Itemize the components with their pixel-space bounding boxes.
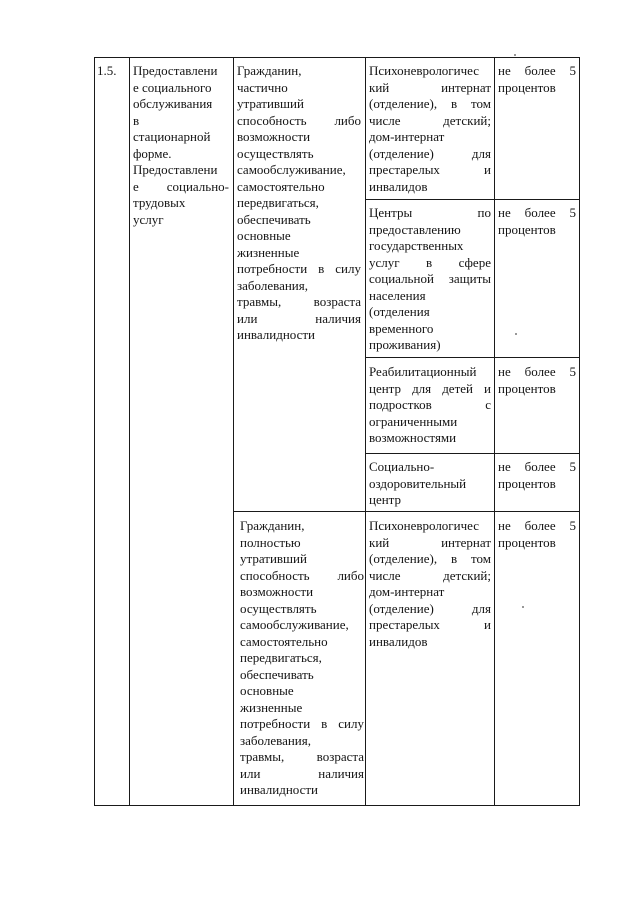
row-divider [365,453,580,454]
recipient-line: возможности [240,584,314,599]
limit-cell [498,364,576,397]
recipient-line: потребности в силу [240,716,364,731]
table-bottom-border [94,805,580,806]
table-left-border [94,57,95,806]
recipient-line: передвигаться, [237,195,319,210]
recipient-line: основные [240,683,294,698]
scan-speck [515,333,517,335]
limit-line: не более 5 [498,63,576,78]
institution-line: услуг в сфере [369,254,491,270]
institution-line: Психоневрологичес [369,63,479,78]
recipient-line: осуществлять [237,145,314,161]
institution-line: (отделение), в том [369,551,491,566]
institution-line: престарелых и [369,162,491,177]
recipient-line: обеспечивать [240,666,314,682]
service-line: стационарной [133,129,211,144]
service-line: Предоставлени [133,63,218,78]
column-divider [129,57,130,806]
institution-line: социальной защиты [369,271,491,286]
recipient-line: осуществлять [240,600,317,616]
recipient-cell-partial [237,63,361,344]
recipient-line: самообслуживание, [237,162,346,177]
recipient-line: или наличия [240,765,364,781]
row-divider [365,357,580,358]
limit-line: процентов [498,534,556,550]
institution-line: престарелых и [369,617,491,632]
limit-cell [498,459,576,492]
service-line: форме. [133,145,172,161]
limit-cell [498,518,576,551]
service-line: е социального [133,79,212,95]
recipient-cell-full [240,518,364,799]
recipient-line: заболевания, [240,732,311,748]
service-line: обслуживания [133,96,213,111]
institution-line: числе детский; [369,567,491,583]
institution-line: Центры по [369,205,491,220]
institution-line: государственных [369,238,464,253]
row-divider [233,511,580,512]
limit-line: процентов [498,380,556,396]
recipient-line: передвигаться, [240,650,322,665]
scan-speck [514,54,516,56]
institution-line: предоставлению [369,221,461,237]
institution-line: Социально- [369,459,435,474]
service-cell [133,63,229,228]
limit-cell [498,63,576,96]
service-line: Предоставлени [133,162,218,177]
institution-line: проживания) [369,337,441,352]
recipient-line: полностью [240,534,301,550]
institution-line: (отделение) для [369,600,491,616]
service-line: в [133,112,140,128]
institution-line: ограниченными [369,413,458,429]
limit-line: процентов [498,79,556,95]
recipient-line: возможности [237,129,311,144]
limit-line: не более 5 [498,205,576,220]
row-number-cell [97,63,127,80]
institution-line: (отделение) для [369,145,491,161]
recipient-line: обеспечивать [237,211,311,227]
institution-line: центр для детей и [369,380,491,396]
institution-cell [369,205,491,354]
limit-line: не более 5 [498,459,576,474]
recipient-line: утративший [237,96,304,111]
institution-line: возможностями [369,430,457,445]
recipient-line: заболевания, [237,277,308,293]
recipient-line: способность либо [237,112,361,128]
institution-line: Реабилитационный [369,364,477,379]
recipient-line: жизненные [237,244,300,260]
recipient-line: инвалидности [240,782,319,797]
limit-line: не более 5 [498,518,576,533]
column-divider [233,57,234,806]
institution-line: числе детский; [369,112,491,128]
institution-line: инвалидов [369,633,428,649]
recipient-line: травмы, возраста [237,294,361,309]
institution-line: населения [369,287,426,303]
recipient-line: Гражданин, [240,518,305,533]
recipient-line: основные [237,228,291,243]
recipient-line: или наличия [237,310,361,326]
institution-line: Психоневрологичес [369,518,479,533]
limit-line: процентов [498,221,556,237]
institution-cell [369,364,491,447]
column-divider [365,57,366,806]
recipient-line: самостоятельно [240,633,328,649]
limit-line: не более 5 [498,364,576,379]
institution-line: инвалидов [369,178,428,194]
scan-speck [522,606,524,608]
recipient-line: способность либо [240,567,364,583]
institution-line: центр [369,492,402,507]
limit-line: процентов [498,475,556,491]
service-line: е социально- [133,178,229,194]
limit-cell [498,205,576,238]
institution-line: дом-интернат [369,584,445,599]
recipient-line: утративший [240,551,307,566]
table-right-border [579,57,580,806]
recipient-line: жизненные [240,699,303,715]
institution-line: временного [369,320,434,336]
table-top-border [94,57,580,58]
institution-line: кий интернат [369,534,491,550]
institution-line: (отделения [369,304,430,319]
institution-line: кий интернат [369,79,491,95]
institution-cell [369,459,491,509]
institution-line: оздоровительный [369,475,467,491]
row-divider [365,199,580,200]
institution-line: (отделение), в том [369,96,491,111]
recipient-line: частично [237,79,288,95]
institution-cell [369,63,491,195]
recipient-line: самообслуживание, [240,617,349,632]
institution-cell [369,518,491,650]
institution-line: дом-интернат [369,129,445,144]
recipient-line: инвалидности [237,327,316,342]
recipient-line: травмы, возраста [240,749,364,764]
row-number: 1.5. [97,63,117,78]
service-line: трудовых [133,195,186,210]
service-line: услуг [133,211,164,227]
recipient-line: потребности в силу [237,261,361,276]
institution-line: подростков с [369,397,491,412]
recipient-line: Гражданин, [237,63,302,78]
recipient-line: самостоятельно [237,178,325,194]
column-divider [494,57,495,806]
